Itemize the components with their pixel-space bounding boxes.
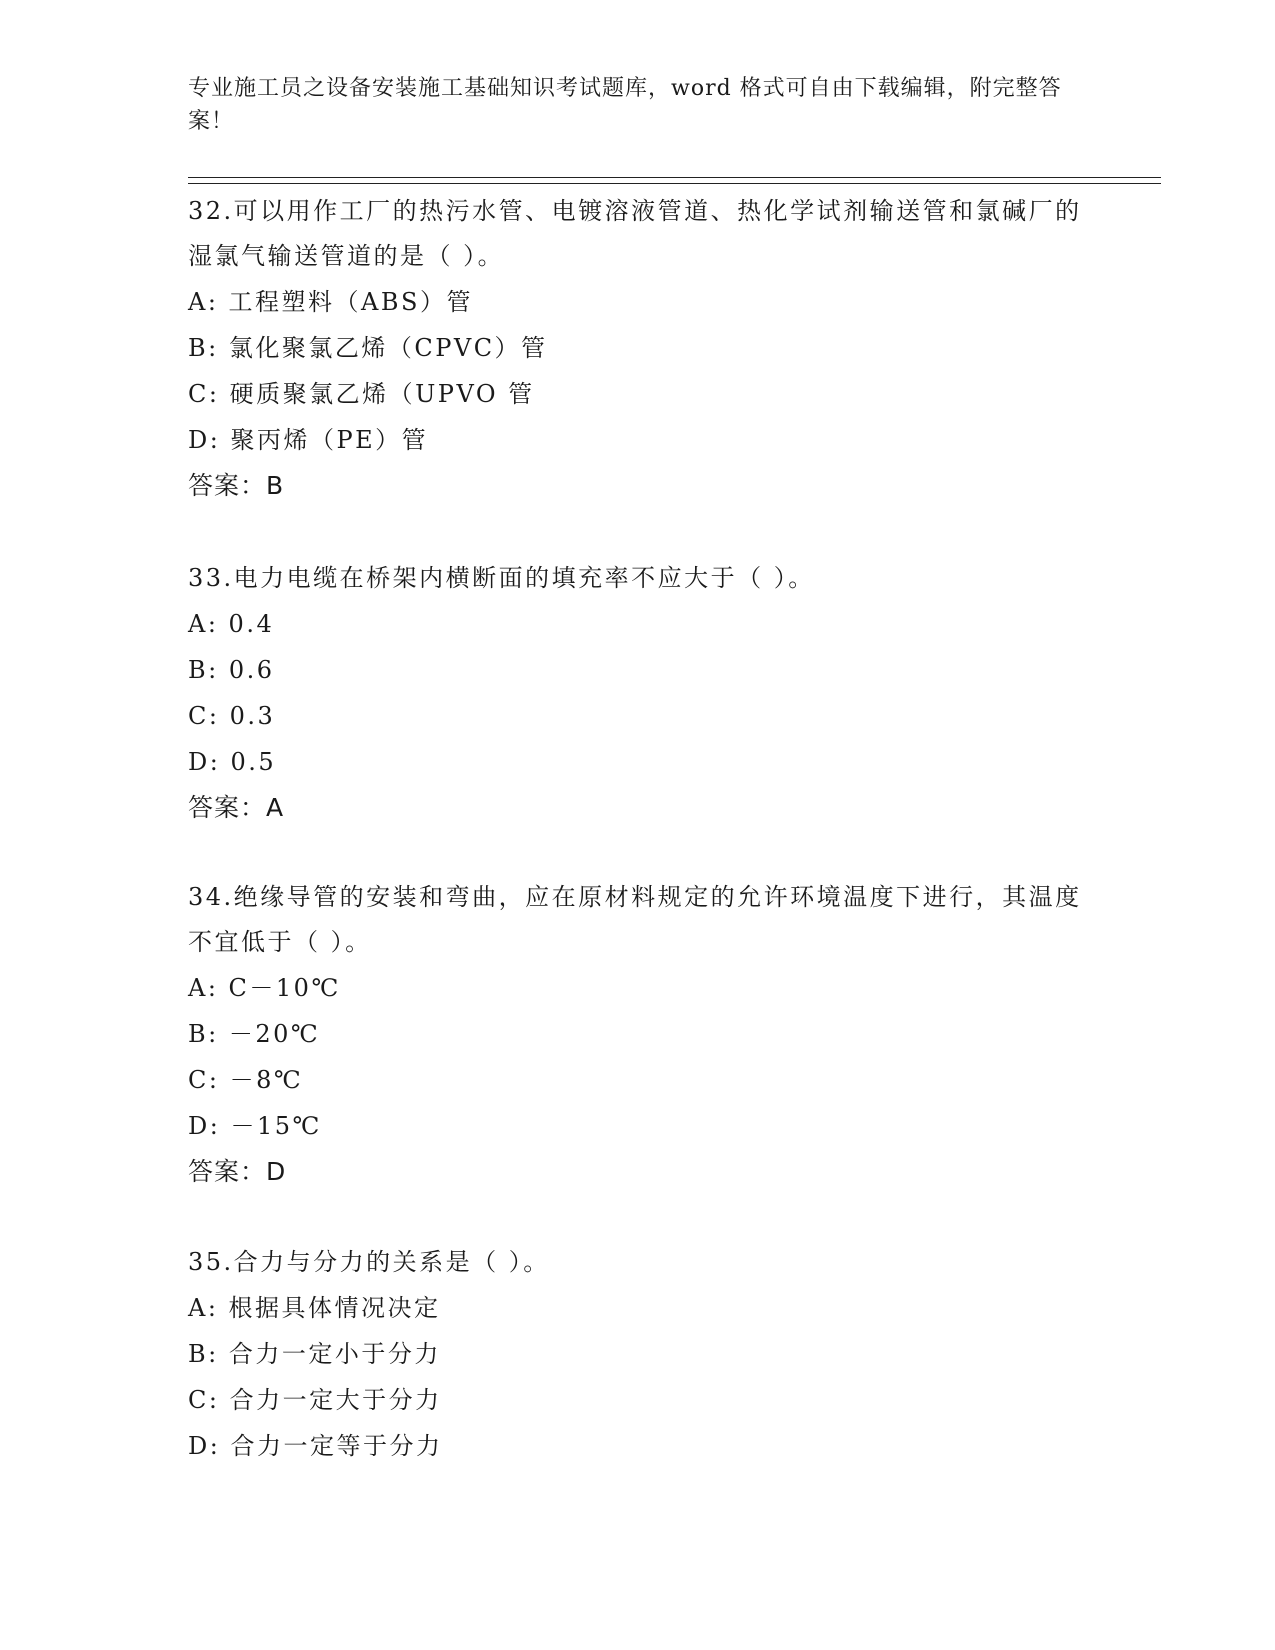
question-stem: 34.绝缘导管的安装和弯曲，应在原材料规定的允许环境温度下进行，其温度不宜低于（ ）。 — [188, 883, 1082, 956]
option-c: C: －8℃ — [188, 1066, 304, 1094]
header-divider-bottom — [188, 183, 1161, 184]
option-d: D: －15℃ — [188, 1112, 322, 1140]
option-b: B: 0.6 — [188, 656, 275, 684]
option-c: C: 0.3 — [188, 702, 276, 730]
option-c: C: 硬质聚氯乙烯（UPVO 管 — [188, 380, 535, 408]
option-d: D: 聚丙烯（PE）管 — [188, 426, 429, 454]
header-divider-top — [188, 177, 1161, 178]
question-stem: 35.合力与分力的关系是（ ）。 — [188, 1248, 550, 1276]
question-stem: 33.电力电缆在桥架内横断面的填充率不应大于（ ）。 — [188, 564, 815, 592]
option-a: A: 工程塑料（ABS）管 — [188, 288, 473, 316]
question-stem: 32.可以用作工厂的热污水管、电镀溶液管道、热化学试剂输送管和氯碱厂的湿氯气输送管道的是（ ）。 — [188, 197, 1082, 270]
question-34 — [188, 875, 1088, 1195]
option-b: B: 合力一定小于分力 — [188, 1340, 441, 1368]
question-32 — [188, 189, 1088, 509]
answer-line: 答案：B — [188, 471, 285, 500]
option-b: B: －20℃ — [188, 1020, 321, 1048]
option-d: D: 0.5 — [188, 748, 277, 776]
option-d: D: 合力一定等于分力 — [188, 1432, 443, 1460]
question-35 — [188, 1240, 1088, 1469]
option-a: A: 0.4 — [188, 610, 275, 638]
option-b: B: 氯化聚氯乙烯（CPVC）管 — [188, 334, 548, 362]
option-a: A: 根据具体情况决定 — [188, 1294, 441, 1322]
option-a: A: C－10℃ — [188, 974, 341, 1002]
document-header: 专业施工员之设备安装施工基础知识考试题库，word 格式可自由下载编辑，附完整答案！ — [188, 76, 1062, 134]
question-33 — [188, 556, 1088, 831]
answer-line: 答案：A — [188, 793, 285, 822]
answer-line: 答案：D — [188, 1157, 287, 1186]
option-c: C: 合力一定大于分力 — [188, 1386, 442, 1414]
